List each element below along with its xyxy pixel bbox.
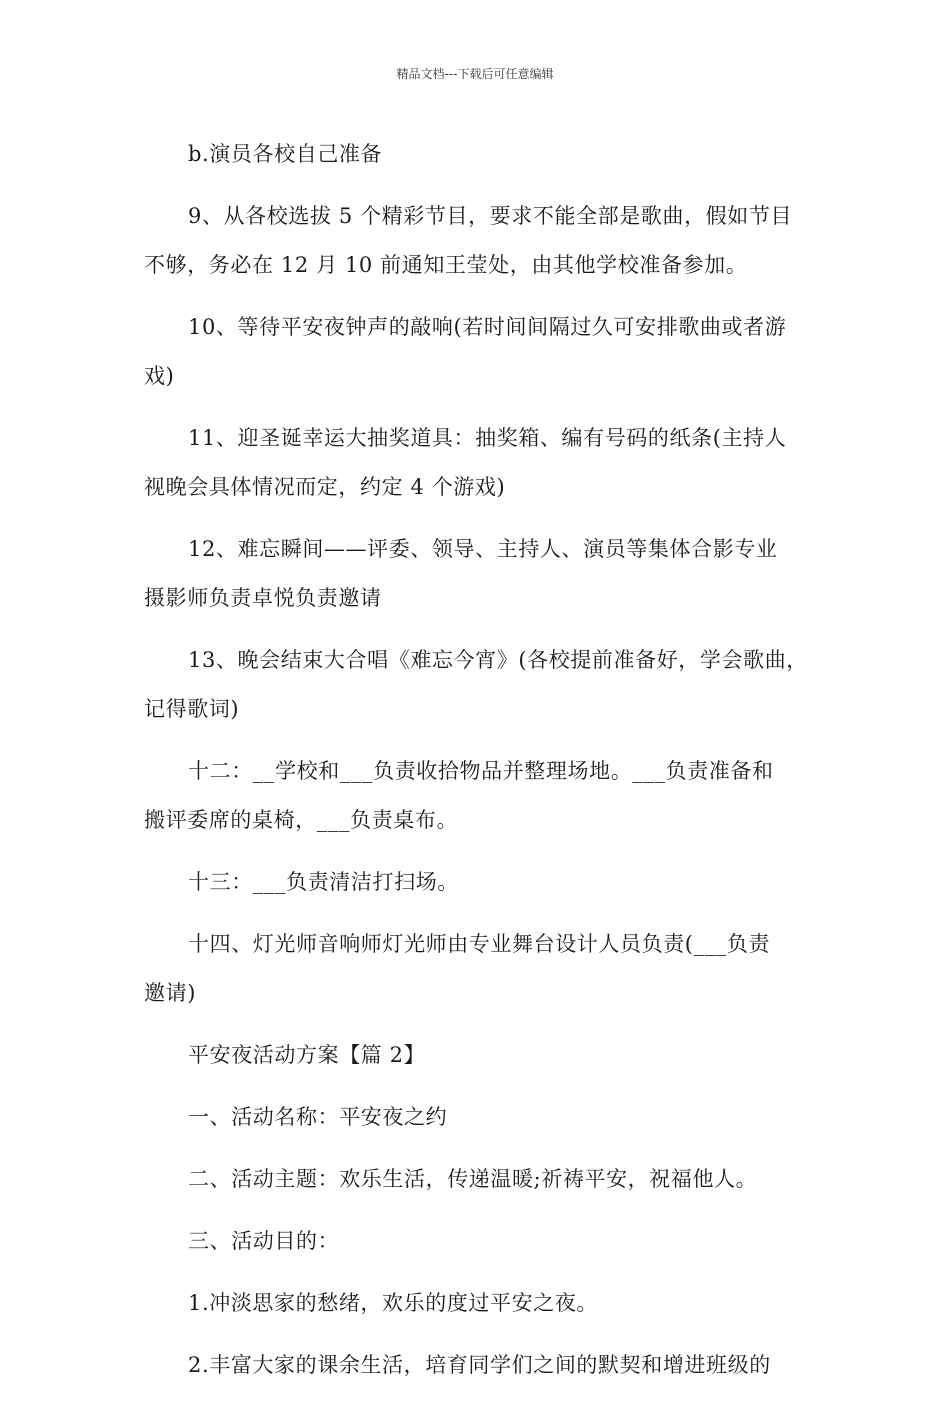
paragraph-line: 戏) <box>144 364 175 388</box>
paragraph-item-13 <box>144 636 810 734</box>
section-heading <box>144 1031 810 1080</box>
paragraph-line: 10、等待平安夜钟声的敲响(若时间间隔过久可安排歌曲或者游 <box>188 315 787 339</box>
paragraph-line: 三、活动目的： <box>188 1229 340 1253</box>
paragraph-section-13 <box>144 858 810 907</box>
paragraph-purpose-2 <box>144 1341 810 1390</box>
paragraph-line: 摄影师负责卓悦负责邀请 <box>144 586 382 610</box>
paragraph-purpose-1 <box>144 1279 810 1328</box>
paragraph-line: 一、活动名称：平安夜之约 <box>188 1105 448 1129</box>
page-header: 精品文档---下载后可任意编辑 <box>396 67 554 81</box>
paragraph-line: 十三：___负责清洁打扫场。 <box>188 870 459 894</box>
paragraph-line: 二、活动主题：欢乐生活，传递温暖;祈祷平安，祝福他人。 <box>188 1167 758 1191</box>
paragraph-line: 13、晚会结束大合唱《难忘今宵》(各校提前准备好，学会歌曲， <box>188 648 808 672</box>
paragraph-section-14 <box>144 920 810 1018</box>
paragraph-activity-purpose <box>144 1217 810 1266</box>
paragraph-item-10 <box>144 303 810 401</box>
paragraph-line: b.演员各校自己准备 <box>188 142 383 166</box>
paragraph-line: 1.冲淡思家的愁绪，欢乐的度过平安之夜。 <box>188 1291 599 1315</box>
paragraph-actors <box>144 130 810 179</box>
paragraph-item-12 <box>144 525 810 623</box>
paragraph-line: 十二：__学校和___负责收拾物品并整理场地。___负责准备和 <box>188 759 774 783</box>
paragraph-line: 平安夜活动方案【篇 2】 <box>188 1043 426 1067</box>
paragraph-activity-theme <box>144 1155 810 1204</box>
paragraph-line: 11、迎圣诞幸运大抽奖道具：抽奖箱、编有号码的纸条(主持人 <box>188 426 787 450</box>
paragraph-line: 9、从各校选拔 5 个精彩节目，要求不能全部是歌曲，假如节目 <box>188 204 793 228</box>
paragraph-line: 记得歌词) <box>144 697 240 721</box>
paragraph-line: 2.丰富大家的课余生活，培育同学们之间的默契和增进班级的 <box>188 1353 771 1377</box>
paragraph-line: 不够，务必在 12 月 10 前通知王莹处，由其他学校准备参加。 <box>144 253 748 277</box>
paragraph-line: 12、难忘瞬间——评委、领导、主持人、演员等集体合影专业 <box>188 537 778 561</box>
paragraph-activity-name <box>144 1093 810 1142</box>
paragraph-item-11 <box>144 414 810 512</box>
paragraph-line: 十四、灯光师音响师灯光师由专业舞台设计人员负责(___负责 <box>188 932 771 956</box>
document-body <box>144 130 810 1403</box>
paragraph-line: 邀请) <box>144 981 196 1005</box>
paragraph-item-9 <box>144 192 810 290</box>
paragraph-line: 搬评委席的桌椅，___负责桌布。 <box>144 808 459 832</box>
paragraph-section-12 <box>144 747 810 845</box>
paragraph-line: 视晚会具体情况而定，约定 4 个游戏) <box>144 475 506 499</box>
